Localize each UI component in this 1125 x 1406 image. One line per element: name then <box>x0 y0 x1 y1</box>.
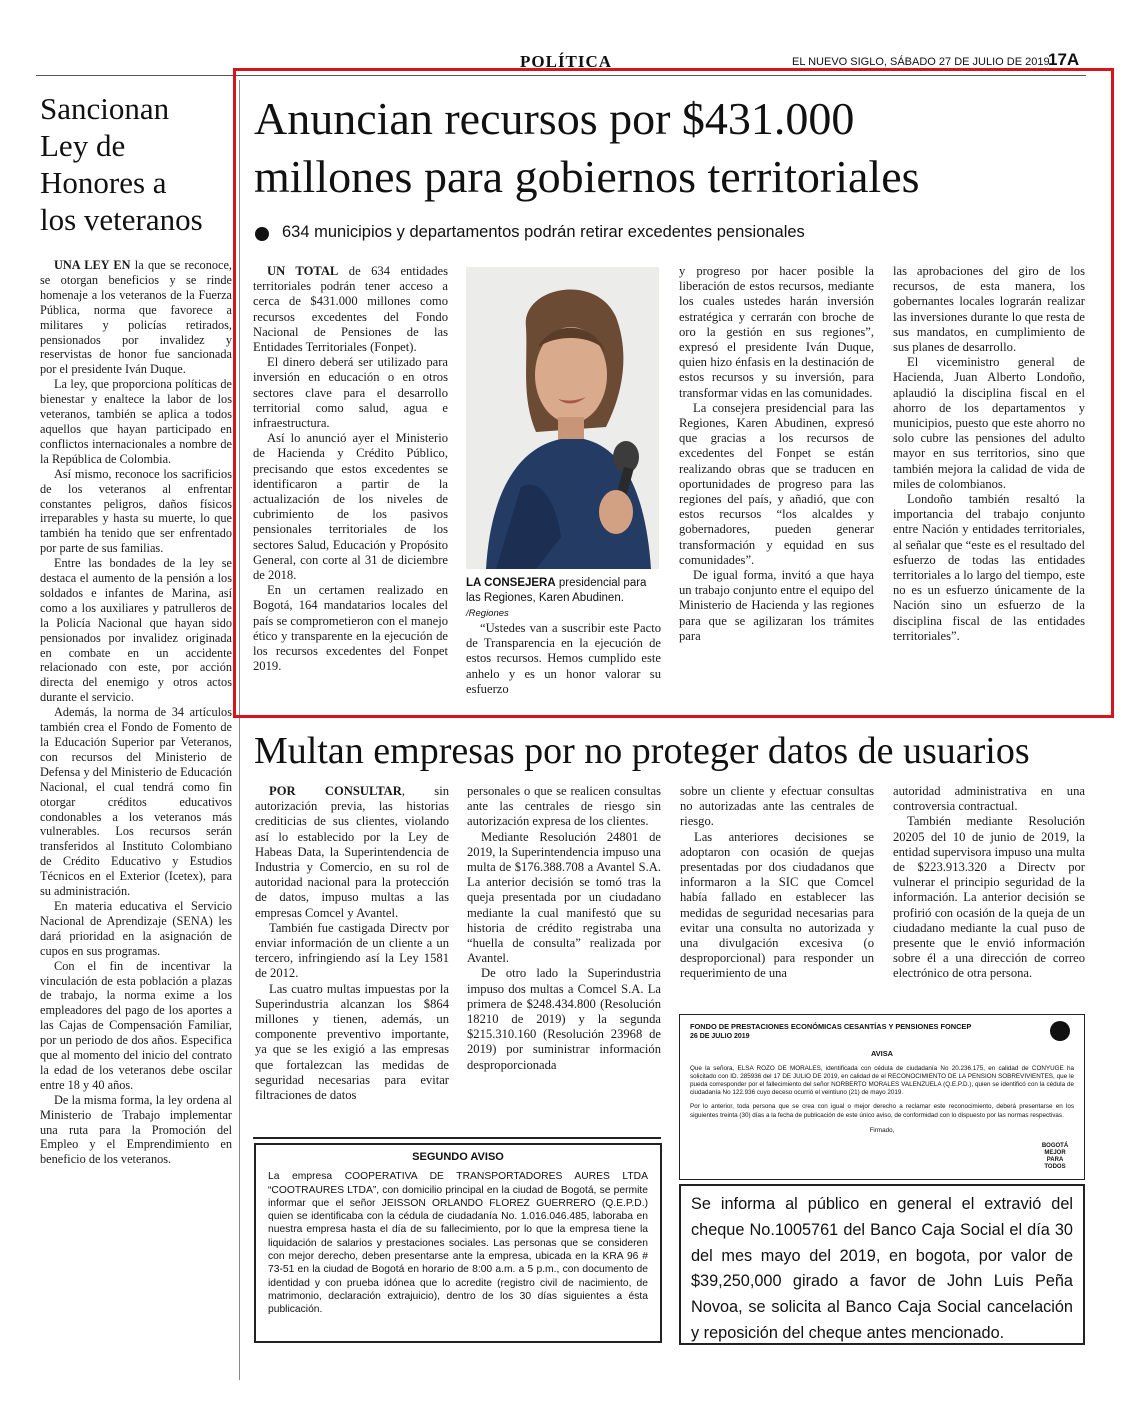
segundo-aviso-notice <box>254 1143 662 1343</box>
paragraph: la que se reconoce, se otorgan beneficios y se rinde homenaje a los veteranos de la Fuerza Pública, norma que favorece a militares y policías retirados, pensionados por invalidez y reservistas de honor fue sancionada por el presidente Iván Duque. <box>40 258 232 377</box>
paragraph: Además, la norma de 34 artículos también crea el Fondo de Fomento de la Educación Superior par Veteranos, con recursos del Ministerio de Defensa y del Ministerio de Educación Nacional, el cual tendrá como fin otorgar créditos educativos condonables a los veteranos más vulnerables. Los recursos serán transferidos al Instituto Colombiano de Crédito Educativo y Estudios Técnicos en el Exterior (Icetex), para su administración. <box>40 705 232 899</box>
notice-heading: AVISA <box>870 1049 894 1059</box>
title-line: Ley de <box>40 128 126 163</box>
caption-credit: /Regiones <box>466 608 509 619</box>
cheque-notice <box>679 1184 1085 1345</box>
main-subhead: 634 municipios y departamentos podrán retirar excedentes pensionales <box>282 223 805 241</box>
paragraph: En un certamen realizado en Bogotá, 164 mandatarios locales del país se comprometieron con el manejo ético y transparente en la ejecución de los recursos excedentes del Fonpet 2019. <box>253 583 448 674</box>
paragraph: Con el fin de incentivar la vinculación de esta población a plazas de trabajo, la norma exime a los empleadores del pago de los aportes a las Cajas de Compensación Familiar, por un periodo de dos años. Especifica que al momento del inicio del contrato la edad de los veteranos debe oscilar entre 18 y 40 años. <box>40 958 232 1092</box>
paragraph: Londoño también resaltó la importancia del trabajo conjunto entre Nación y entidades territoriales, al señalar que “este es el resultado del esfuerzo de todas las entidades territoriales a lo largo del tiempo, este no es un esfuerzo únicamente de la Nación sino un esfuerzo de la disciplina fiscal de las entidades territoriales”. <box>893 492 1085 643</box>
title-line: Sancionan <box>40 91 170 126</box>
paragraph: “Ustedes van a suscribir este Pacto de Transparencia en la ejecución de estos recursos. Hemos cumplido este anhelo y es un honor valorar su esfuerzo <box>466 621 661 696</box>
left-article-body <box>40 258 232 1167</box>
paragraph: Las anteriores decisiones se adoptaron con ocasión de quejas presentadas por dos ciudadanos que informaron a la SIC que Comcel había fallado en establecer las medidas de seguridad necesarias para evitar una consulta no autorizada y una divulgación excesiva (o desproporcional) para responder un requerimiento de una <box>680 829 874 981</box>
paragraph: La ley, que proporciona políticas de bienestar y enaltece la labor de los veteranos, también se aplica a todos aquellos que hayan participado en conflictos internacionales a nombre de la República de Colombia. <box>40 377 232 466</box>
paragraph: y progreso por hacer posible la liberación de estos recursos, mediante los cuales ustedes harán inversión estratégica y cerrarán con broche de oro la gestión en sus regiones”, expresó el presidente Iván Duque, quien hizo énfasis en la destinación de estos recursos y su inversión, para transformar vidas en las comunidades. <box>679 264 874 400</box>
notice-body: La empresa COOPERATIVA DE TRANSPORTADORES AURES LTDA “COOTRAURES LTDA”, con domicilio principal en la ciudad de Bogotá, se permite informar que el señor JEISSON ORLANDO FLOREZ GUERRERO (Q.E.P.D.) quien se identificaba con la cédula de ciudadanía No. 1.016.046.485, laboraba en nuestra empresa hasta el día de su fallecimiento, por lo que la empresa tiene la liquidación de salarios y prestaciones sociales. Las personas que se consideren con mejor derecho, deben presentarse ante la empresa, ubicada en la KRA 96 # 73-51 en la ciudad de Bogotá en horario de 8:00 a.m. a 5 p.m., con documento de identidad y con prueba idónea que lo acredite (registro civil de nacimiento, de matrimonio, declaración extrajuicio), dentro de los 30 días siguientes a ésta publicación. <box>268 1171 648 1316</box>
lead-in: POR CONSULTAR <box>269 784 402 798</box>
caption-lead: LA CONSEJERA <box>466 577 556 589</box>
paragraph: , sin autorización previa, las historias crediticias de sus clientes, violando así lo establecido por la Ley de Habeas Data, la Superintendencia de Industria y Comercio, en su rol de autoridad nacional para la protección de datos, impuso multas a las empresas Comcel y Avantel. <box>255 784 449 920</box>
notice-title: SEGUNDO AVISO <box>412 1151 504 1163</box>
paragraph: Así mismo, reconoce los sacrificios de los veteranos al enfrentar constantes peligros, daños físicos irreparables y hasta su muerte, lo que también ha tenido que ser enfrentado por parte de sus familias. <box>40 466 232 556</box>
notice-body-2: Por lo anterior, toda persona que se crea con igual o mejor derecho a reclamar este reconocimiento, deberá presentarse en los siguientes treinta (30) días a la fecha de publicación de este único aviso, de conformidad con lo dispuesto por las normas respectivas. <box>690 1103 1074 1119</box>
notice-signature: Firmado, <box>869 1126 895 1134</box>
paragraph: También fue castigada Directv por enviar información de un cliente a un tercero, infringiendo así la Ley 1581 de 2012. <box>255 920 449 981</box>
paragraph: Entre las bondades de la ley se destaca el aumento de la pensión a los soldados e infantes de Marina, así como a los auxiliares y patrulleros de la Policía Nacional que hayan sido pensionados por invalidez originada en combate en un accidente relacionado con este, por acción directa del enemigo y otros actos durante el servicio. <box>40 556 232 705</box>
paragraph: Así lo anunció ayer el Ministerio de Hacienda y Crédito Público, precisando que estos excedentes se identificaron a partir de la actualización de los niveles de cubrimiento de los pasivos pensionales territoriales de los sectores Salud, Educación y Propósito General, con corte al 31 de diciembre de 2018. <box>253 431 448 583</box>
title-line: los veteranos <box>40 202 203 237</box>
notice-title: FONDO DE PRESTACIONES ECONÓMICAS CESANTÍAS Y PENSIONES FONCEP <box>690 1022 972 1031</box>
lead-in: UN TOTAL <box>267 264 339 278</box>
paragraph: personales o que se realicen consultas ante las centrales de riesgo sin autorización expresa de los clientes. <box>467 784 661 829</box>
paper-dateline: EL NUEVO SIGLO, SÁBADO 27 DE JULIO DE 2019 <box>792 56 1050 68</box>
notice-body: Que la señora, ELSA ROZO DE MORALES, identificada con cédula de ciudadanía No 20.236.175, en calidad de CONYUGE ha solicitado con ID. 285936 del 17 DE JULIO DE 2019, en calidad de el RECONOCIMIENTO DE LA PENSION SOBREVIVIENTES, que le pueda corresponder por el fallecimiento del señor NORBERTO MORALES VALENZUELA (Q.E.P.D.), quien se identificó con la cédula de ciudadanía No 122.936 cuyo deceso ocurrió el veintiuno (21) de mayo 2019. <box>690 1064 1074 1097</box>
paragraph: La consejera presidencial para las Regiones, Karen Abudinen, expresó que gracias a los recursos de excedentes del Fonpet se están realizando obras que se traducen en oportunidades de progreso para las regiones del país, y añadió, que con estos recursos “los alcaldes y gobernadores, pueden generar transformación y equidad en sus comunidades”. <box>679 400 874 567</box>
paragraph: De otro lado la Superindustria impuso dos multas a Comcel S.A. La primera de $248.434.800 (Resolución 18210 de 2019) y la segunda $215.310.160 (Resolución 23968 de 2019) por suministrar información desproporcionada <box>467 966 661 1072</box>
paragraph: El dinero deberá ser utilizado para inversión en educación o en otros sectores clave para el desarrollo territorial como salud, agua e infraestructura. <box>253 355 448 431</box>
headline-line: Anuncian recursos por $431.000 <box>254 93 855 144</box>
page-number: 17A <box>1048 50 1080 69</box>
paragraph: También mediante Resolución 20205 del 10 de junio de 2019, la entidad supervisora impuso una multa de $223.913.320 a Directv por vulnerar el principio seguridad de la información. La anterior decisión se profirió con ocasión de la queja de un ciudadano mediante la cual puso de presente que le envió información sobre él a una dirección de correo electrónico de otra persona. <box>893 814 1085 981</box>
paragraph: sobre un cliente y efectuar consultas no autorizadas ante las centrales de riesgo. <box>680 784 874 829</box>
paragraph: En materia educativa el Servicio Nacional de Aprendizaje (SENA) les dará prioridad en la asignación de cupos en sus programas. <box>40 898 232 958</box>
paragraph: Mediante Resolución 24801 de 2019, la Superintendencia impuso una multa de $176.388.708 a Avantel S.A. La anterior decisión se tomó tras la queja presentada por un ciudadano mediante la cual manifestó que su historia de crédito registraba una “huella de consulta” realizada por Avantel. <box>467 829 661 966</box>
bogota-badge: BOGOTÁ MEJOR PARA TODOS <box>1041 1143 1069 1170</box>
paragraph: las aprobaciones del giro de los recursos, de esta manera, los gobernantes locales lograrán realizar las inversiones durante lo que resta de sus mandatos, en cumplimiento de sus planes de desarrollo. <box>893 264 1085 355</box>
lead-in: UNA LEY EN <box>54 258 131 272</box>
notice-date: 26 DE JULIO 2019 <box>690 1033 750 1041</box>
paragraph: autoridad administrativa en una controversia contractual. <box>893 784 1085 814</box>
section-label: POLÍTICA <box>520 52 613 71</box>
paragraph: de 634 entidades territoriales podrán tener acceso a cerca de $431.000 millones como recursos excedentes del Fondo Nacional de Pensiones de las Entidades Territoriales (Fonpet). <box>253 264 449 355</box>
paragraph: Las cuatro multas impuestas por la Superindustria alcanzan los $864 millones y tienen, además, un componente preventivo importante, ya que se les exigió a las empresas que fortalezcan las medidas de seguridad necesarias para evitar filtraciones de datos <box>255 981 449 1103</box>
foncep-notice <box>679 1014 1085 1180</box>
second-col-3 <box>680 784 874 982</box>
second-col-2 <box>467 784 661 1073</box>
second-col-1 <box>255 784 449 1103</box>
second-article-bottom-rule <box>253 1137 661 1139</box>
caption-text: presidencial para las Regiones, Karen Abudinen. <box>466 577 647 604</box>
second-col-4 <box>893 784 1085 982</box>
paragraph: De igual forma, invitó a que haya un trabajo conjunto entre el equipo del Ministerio de Hacienda y las regiones para que se agilizaran los trámites para <box>679 568 874 643</box>
left-article-title <box>40 90 230 238</box>
notice-body: Se informa al público en general el extravió del cheque No.1005761 del Banco Caja Social el día 30 del mes mayo del 2019, en bogota, por valor de $39,250,000 girado a favor de John Luis Peña Novoa, se solicita al Banco Caja Social cancelación y reposición del cheque antes mencionado. <box>691 1195 1073 1342</box>
second-headline: Multan empresas por no proteger datos de usuarios <box>254 730 1030 772</box>
title-line: Honores a <box>40 165 167 200</box>
highlight-frame <box>233 68 1114 718</box>
headline-line: millones para gobiernos territoriales <box>254 151 920 202</box>
foncep-logo-icon <box>1050 1021 1070 1041</box>
paragraph: El viceministro general de Hacienda, Juan Alberto Londoño, aplaudió la disciplina fiscal en el ahorro de los departamentos y municipios, puesto que este ahorro no solo cubre las pensiones del adulto mayor en sus territorios, sino que también mejora la calidad de vida de miles de colombianos. <box>893 355 1085 491</box>
paragraph: De la misma forma, la ley ordena al Ministerio de Trabajo implementar una ruta para la Promoción del Empleo y el Emprendimiento en beneficio de los veteranos. <box>40 1092 232 1167</box>
